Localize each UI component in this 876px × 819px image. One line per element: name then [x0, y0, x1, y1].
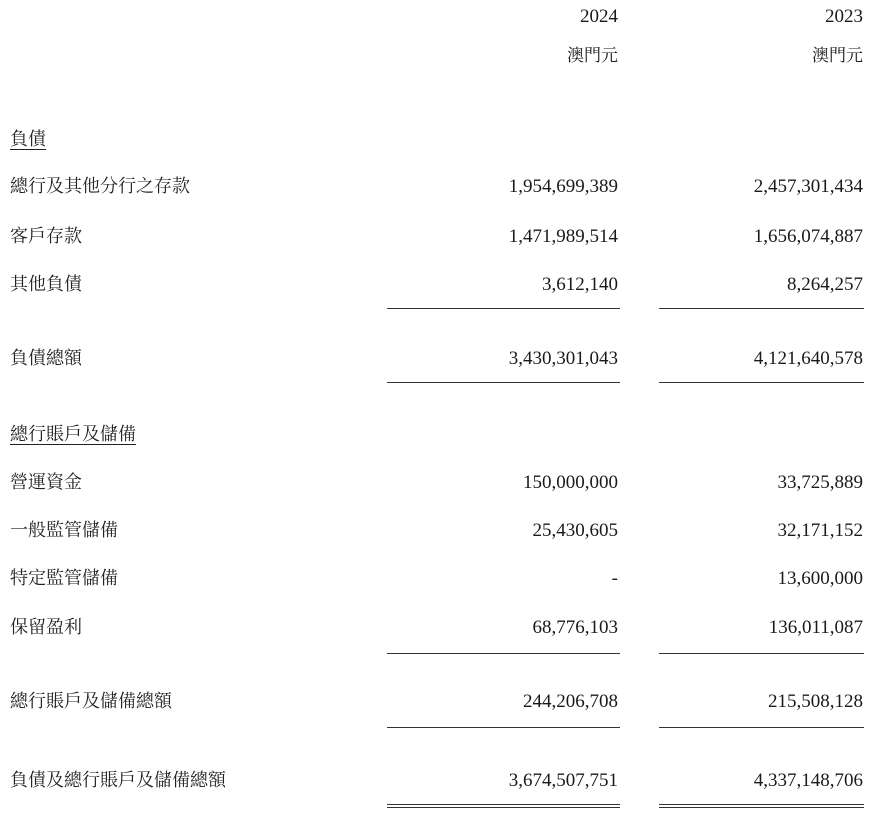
- grand-total-label: 負債及總行賬戶及儲備總額: [10, 770, 226, 791]
- total-rule: [387, 382, 620, 383]
- row-value-2023: 1,656,074,887: [753, 226, 863, 247]
- row-label-working-capital: 營運資金: [10, 472, 82, 493]
- row-value-2023: 13,600,000: [777, 568, 863, 589]
- year-2023-header: 2023: [825, 6, 863, 27]
- head-office-total-2024: 244,206,708: [523, 691, 618, 712]
- liabilities-total-label: 負債總額: [10, 348, 82, 369]
- liabilities-total-2024: 3,430,301,043: [508, 348, 618, 369]
- grand-total-double-rule: [387, 804, 620, 808]
- total-rule: [387, 727, 620, 728]
- grand-total-double-rule: [659, 804, 864, 808]
- row-value-2023: 2,457,301,434: [753, 176, 863, 197]
- row-label-other-liabilities: 其他負債: [10, 274, 82, 295]
- grand-total-2023: 4,337,148,706: [753, 770, 863, 791]
- row-value-2024: 25,430,605: [532, 520, 618, 541]
- row-value-2024: 1,471,989,514: [508, 226, 618, 247]
- head-office-total-label: 總行賬戶及儲備總額: [10, 691, 172, 712]
- liabilities-total-2023: 4,121,640,578: [753, 348, 863, 369]
- subtotal-rule: [659, 653, 864, 654]
- row-value-2023: 32,171,152: [777, 520, 863, 541]
- row-value-2024: 3,612,140: [542, 274, 618, 295]
- row-value-2024: 1,954,699,389: [508, 176, 618, 197]
- row-label-customer-deposits: 客戶存款: [10, 226, 82, 247]
- currency-2024-header: 澳門元: [567, 46, 618, 66]
- head-office-section-title: 總行賬戶及儲備: [10, 424, 136, 445]
- subtotal-rule: [387, 308, 620, 309]
- row-value-2024: 150,000,000: [523, 472, 618, 493]
- year-2024-header: 2024: [580, 6, 618, 27]
- row-value-2024: -: [611, 568, 618, 589]
- currency-2023-header: 澳門元: [812, 46, 863, 66]
- row-label-retained-earnings: 保留盈利: [10, 617, 82, 638]
- subtotal-rule: [387, 653, 620, 654]
- grand-total-2024: 3,674,507,751: [508, 770, 618, 791]
- row-label-general-reserve: 一般監管儲備: [10, 520, 118, 541]
- row-label-specific-reserve: 特定監管儲備: [10, 568, 118, 589]
- head-office-total-2023: 215,508,128: [768, 691, 863, 712]
- row-value-2023: 8,264,257: [787, 274, 863, 295]
- row-value-2024: 68,776,103: [532, 617, 618, 638]
- total-rule: [659, 727, 864, 728]
- row-label-head-office-deposits: 總行及其他分行之存款: [10, 176, 190, 197]
- row-value-2023: 136,011,087: [768, 617, 863, 638]
- subtotal-rule: [659, 308, 864, 309]
- total-rule: [659, 382, 864, 383]
- row-value-2023: 33,725,889: [777, 472, 863, 493]
- liabilities-section-title: 負債: [10, 129, 46, 150]
